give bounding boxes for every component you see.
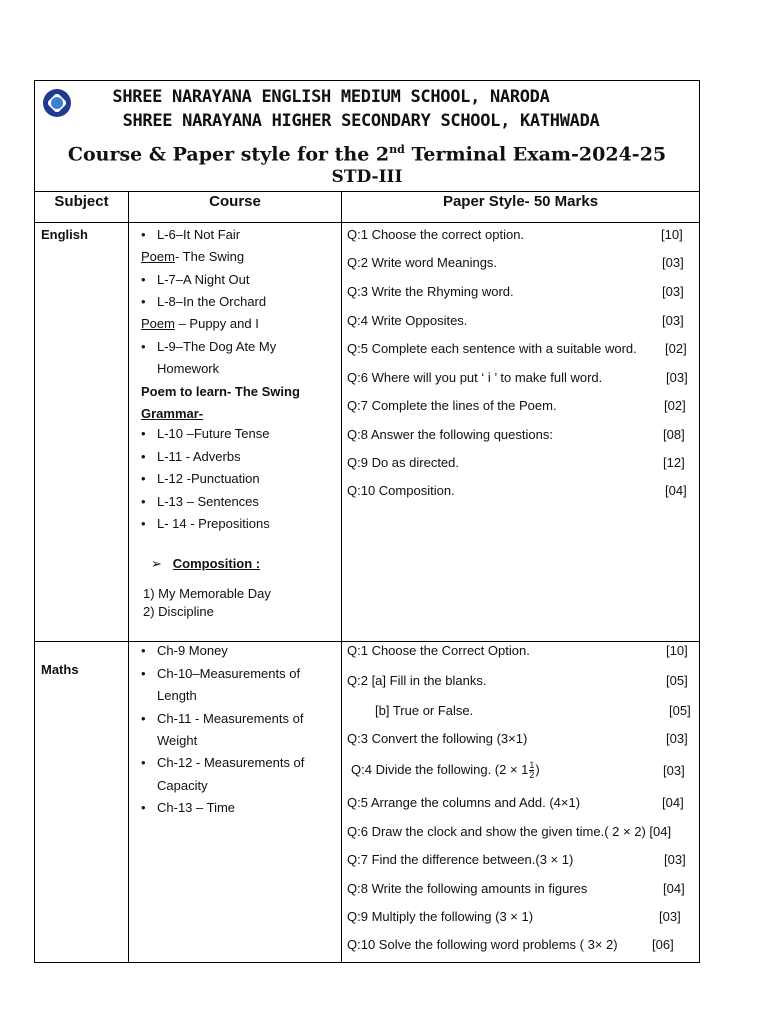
paper-question: Q:9 Multiply the following (3 × 1) <box>347 909 534 924</box>
col-header-subject: Subject <box>54 193 109 210</box>
paper-marks: [05] <box>666 673 688 688</box>
subject-maths: Maths <box>41 662 79 677</box>
fraction-half: $\frac{1}{2}$ <box>529 760 535 780</box>
paper-question: Q:5 Complete each sentence with a suitable word. <box>347 341 637 356</box>
paper-marks: [05] <box>669 703 691 718</box>
paper-marks: [08] <box>663 427 685 442</box>
paper-marks: [03] <box>664 852 686 867</box>
composition-topic: 1) My Memorable Day <box>143 586 271 601</box>
course-item: • L-13 – Sentences <box>157 494 259 509</box>
school-name-2: SHREE NARAYANA HIGHER SECONDARY SCHOOL, KATHWADA <box>122 111 600 131</box>
paper-question: Q:4 Write Opposites. <box>347 313 468 328</box>
arrow-icon: ➢ <box>151 556 162 571</box>
course-item: • Ch-10–Measurements of <box>157 666 300 681</box>
col-header-paper: Paper Style- 50 Marks <box>442 193 599 210</box>
paper-question: Q:3 Write the Rhyming word. <box>347 284 514 299</box>
course-poem-2: Poem – Puppy and I <box>141 316 259 331</box>
paper-marks: [03] <box>662 255 684 270</box>
paper-question: Q:8 Answer the following questions: <box>347 427 553 442</box>
course-item-cont: Length <box>157 688 197 703</box>
col-divider-1 <box>128 191 129 963</box>
course-item-cont: Capacity <box>157 778 208 793</box>
course-item: • Ch-9 Money <box>157 643 228 658</box>
paper-question: Q:9 Do as directed. <box>347 455 459 470</box>
paper-question: Q:6 Draw the clock and show the given time.( 2 × 2) [04] <box>347 824 672 839</box>
course-item-cont: Weight <box>157 733 198 748</box>
paper-question: Q:2 Write word Meanings. <box>347 255 498 270</box>
course-item: • L-7–A Night Out <box>157 272 250 287</box>
paper-question: Q:3 Convert the following (3×1) <box>347 731 528 746</box>
paper-question: Q:5 Arrange the columns and Add. (4×1) <box>347 795 581 810</box>
school-name-1: SHREE NARAYANA ENGLISH MEDIUM SCHOOL, NARODA <box>112 87 550 107</box>
course-item: • L-10 –Future Tense <box>157 426 270 441</box>
poem-to-learn: Poem to learn- The Swing <box>141 384 300 399</box>
course-item: • L-6–It Not Fair <box>157 227 240 242</box>
paper-marks: [04] <box>665 483 687 498</box>
paper-question: [b] True or False. <box>375 703 474 718</box>
grammar-heading: Grammar- <box>141 406 204 421</box>
paper-question: Q:1 Choose the Correct Option. <box>347 643 530 658</box>
header-row-divider <box>35 222 699 223</box>
paper-marks: [10] <box>666 643 688 658</box>
course-poem-1: Poem- The Swing <box>141 249 245 264</box>
composition-topic: 2) Discipline <box>143 604 214 619</box>
paper-question: Q:10 Solve the following word problems ( 3× 2) <box>347 937 618 952</box>
paper-question: Q:8 Write the following amounts in figures <box>347 881 588 896</box>
course-item: • L-9–The Dog Ate My <box>157 339 276 354</box>
paper-question: Q:7 Find the difference between.(3 × 1) <box>347 852 574 867</box>
paper-marks: [03] <box>659 909 681 924</box>
exam-sheet <box>34 80 700 963</box>
composition-heading: ➢ Composition : <box>151 556 261 571</box>
paper-question: Q:7 Complete the lines of the Poem. <box>347 398 557 413</box>
paper-marks: [06] <box>652 937 674 952</box>
col-header-course: Course <box>209 193 261 210</box>
paper-question: Q:2 [a] Fill in the blanks. <box>347 673 487 688</box>
paper-marks: [12] <box>663 455 685 470</box>
sheet-header <box>35 81 699 192</box>
course-item: • L-12 -Punctuation <box>157 471 260 486</box>
course-item: • Ch-13 – Time <box>157 800 235 815</box>
course-item: • L-8–In the Orchard <box>157 294 266 309</box>
paper-marks: [04] <box>662 795 684 810</box>
paper-question: Q:10 Composition. <box>347 483 455 498</box>
paper-marks: [10] <box>661 227 683 242</box>
subject-english: English <box>41 227 88 242</box>
course-item: • Ch-12 - Measurements of <box>157 755 304 770</box>
course-item: • L-11 - Adverbs <box>157 449 241 464</box>
subject-row-divider <box>35 641 699 642</box>
paper-marks: [03] <box>666 731 688 746</box>
course-item: • Ch-11 - Measurements of <box>157 711 303 726</box>
paper-question: Q:1 Choose the correct option. <box>347 227 525 242</box>
paper-marks: [03] <box>662 284 684 299</box>
col-divider-2 <box>341 191 342 963</box>
course-item: • L- 14 - Prepositions <box>157 516 270 531</box>
paper-marks: [02] <box>665 341 687 356</box>
paper-marks: [02] <box>664 398 686 413</box>
paper-marks: [03] <box>666 370 688 385</box>
paper-marks: [04] <box>663 881 685 896</box>
paper-question: Q:6 Where will you put ‘ i ’ to make full word. <box>347 370 603 385</box>
paper-marks: [03] <box>663 763 685 778</box>
std-label: STD-III <box>331 167 403 187</box>
exam-title: Course & Paper style for the 2nd Terminal Exam-2024-25 <box>67 143 667 166</box>
course-item-cont: Homework <box>157 361 220 376</box>
paper-marks: [03] <box>662 313 684 328</box>
paper-question: Q:4 Divide the following. (2 × 1 $\frac{1}{2}$ ) <box>351 760 540 780</box>
